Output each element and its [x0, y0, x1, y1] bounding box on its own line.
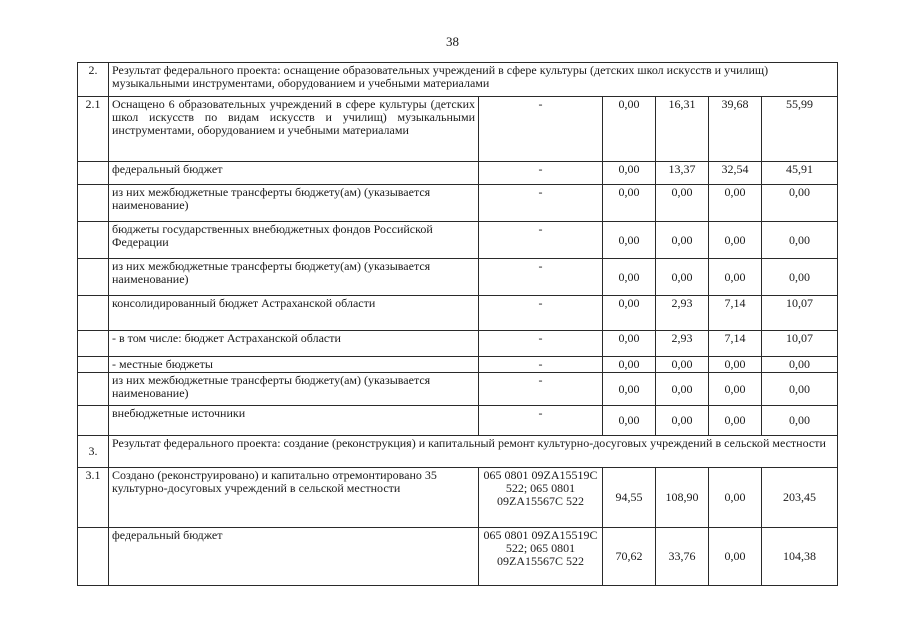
value-total: 0,00 — [762, 406, 838, 436]
value-1: 0,00 — [603, 222, 656, 259]
value-total: 55,99 — [762, 97, 838, 162]
value-1: 0,00 — [603, 162, 656, 185]
source-code: - — [479, 296, 603, 331]
value-3: 0,00 — [709, 185, 762, 222]
source-code: - — [479, 357, 603, 373]
table-row — [78, 296, 838, 331]
value-1: 94,55 — [603, 468, 656, 528]
source-code: - — [479, 97, 603, 162]
value-total: 203,45 — [762, 468, 838, 528]
value-2: 0,00 — [656, 406, 709, 436]
table-row — [78, 357, 838, 373]
table-row — [78, 97, 838, 162]
row-label: федеральный бюджет — [109, 162, 479, 185]
value-2: 2,93 — [656, 296, 709, 331]
source-code: - — [479, 185, 603, 222]
row-label: из них межбюджетные трансферты бюджету(ам) (указывается наименование) — [109, 373, 479, 406]
table-row-section-2 — [78, 63, 838, 97]
row-number: 2. — [78, 63, 109, 97]
table-row — [78, 406, 838, 436]
value-3: 0,00 — [709, 357, 762, 373]
table-row-section-3 — [78, 436, 838, 468]
source-code: - — [479, 259, 603, 296]
table-row — [78, 528, 838, 586]
value-1: 0,00 — [603, 331, 656, 357]
source-code: - — [479, 222, 603, 259]
table-row — [78, 162, 838, 185]
row-label: - в том числе: бюджет Астраханской области — [109, 331, 479, 357]
value-1: 0,00 — [603, 406, 656, 436]
table-row — [78, 222, 838, 259]
value-1: 0,00 — [603, 97, 656, 162]
value-1: 0,00 — [603, 259, 656, 296]
source-code: - — [479, 162, 603, 185]
row-number: 2.1 — [78, 97, 109, 162]
value-total: 0,00 — [762, 373, 838, 406]
table-row — [78, 185, 838, 222]
value-2: 0,00 — [656, 259, 709, 296]
table-row — [78, 468, 838, 528]
budget-table — [77, 62, 838, 586]
row-label: внебюджетные источники — [109, 406, 479, 436]
row-label: консолидированный бюджет Астраханской области — [109, 296, 479, 331]
value-total: 0,00 — [762, 185, 838, 222]
row-number: 3. — [78, 436, 109, 468]
value-total: 104,38 — [762, 528, 838, 586]
value-2: 16,31 — [656, 97, 709, 162]
table-row — [78, 259, 838, 296]
source-code: 065 0801 09ZA15519C 522; 065 0801 09ZA15567C 522 — [479, 468, 603, 528]
value-total: 10,07 — [762, 331, 838, 357]
row-label: бюджеты государственных внебюджетных фондов Российской Федерации — [109, 222, 479, 259]
row-label: Оснащено 6 образовательных учреждений в сфере культуры (детских школ искусств по видам искусств и училищ) музыкальными инструментами, оборудованием и учебными материалами — [109, 97, 479, 162]
section-title: Результат федерального проекта: создание (реконструкция) и капитальный ремонт культурно-досуговых учреждений в сельской местности — [109, 436, 838, 468]
value-total: 0,00 — [762, 357, 838, 373]
row-number: 3.1 — [78, 468, 109, 528]
value-3: 39,68 — [709, 97, 762, 162]
source-code: - — [479, 373, 603, 406]
section-title: Результат федерального проекта: оснащение образовательных учреждений в сфере культуры (детских школ искусств и училищ) музыкальными инструментами, оборудованием и учебными материалами — [109, 63, 838, 97]
row-label: Создано (реконструировано) и капитально отремонтировано 35 культурно-досуговых учреждений в сельской местности — [109, 468, 479, 528]
source-code: - — [479, 406, 603, 436]
value-3: 7,14 — [709, 331, 762, 357]
source-code: - — [479, 331, 603, 357]
value-total: 45,91 — [762, 162, 838, 185]
value-3: 32,54 — [709, 162, 762, 185]
value-3: 7,14 — [709, 296, 762, 331]
table-row — [78, 373, 838, 406]
value-2: 0,00 — [656, 222, 709, 259]
value-1: 0,00 — [603, 185, 656, 222]
row-label: - местные бюджеты — [109, 357, 479, 373]
value-1: 70,62 — [603, 528, 656, 586]
value-2: 2,93 — [656, 331, 709, 357]
source-code: 065 0801 09ZA15519C 522; 065 0801 09ZA15567C 522 — [479, 528, 603, 586]
value-3: 0,00 — [709, 373, 762, 406]
value-2: 0,00 — [656, 185, 709, 222]
row-label: федеральный бюджет — [109, 528, 479, 586]
value-3: 0,00 — [709, 468, 762, 528]
value-2: 33,76 — [656, 528, 709, 586]
value-total: 0,00 — [762, 222, 838, 259]
value-2: 108,90 — [656, 468, 709, 528]
value-2: 0,00 — [656, 357, 709, 373]
value-3: 0,00 — [709, 406, 762, 436]
row-label: из них межбюджетные трансферты бюджету(ам) (указывается наименование) — [109, 259, 479, 296]
page-number: 38 — [446, 34, 459, 49]
value-1: 0,00 — [603, 373, 656, 406]
value-2: 0,00 — [656, 373, 709, 406]
value-total: 0,00 — [762, 259, 838, 296]
value-total: 10,07 — [762, 296, 838, 331]
table-row — [78, 331, 838, 357]
row-label: из них межбюджетные трансферты бюджету(ам) (указывается наименование) — [109, 185, 479, 222]
value-1: 0,00 — [603, 296, 656, 331]
value-3: 0,00 — [709, 259, 762, 296]
value-1: 0,00 — [603, 357, 656, 373]
value-2: 13,37 — [656, 162, 709, 185]
value-3: 0,00 — [709, 528, 762, 586]
value-3: 0,00 — [709, 222, 762, 259]
